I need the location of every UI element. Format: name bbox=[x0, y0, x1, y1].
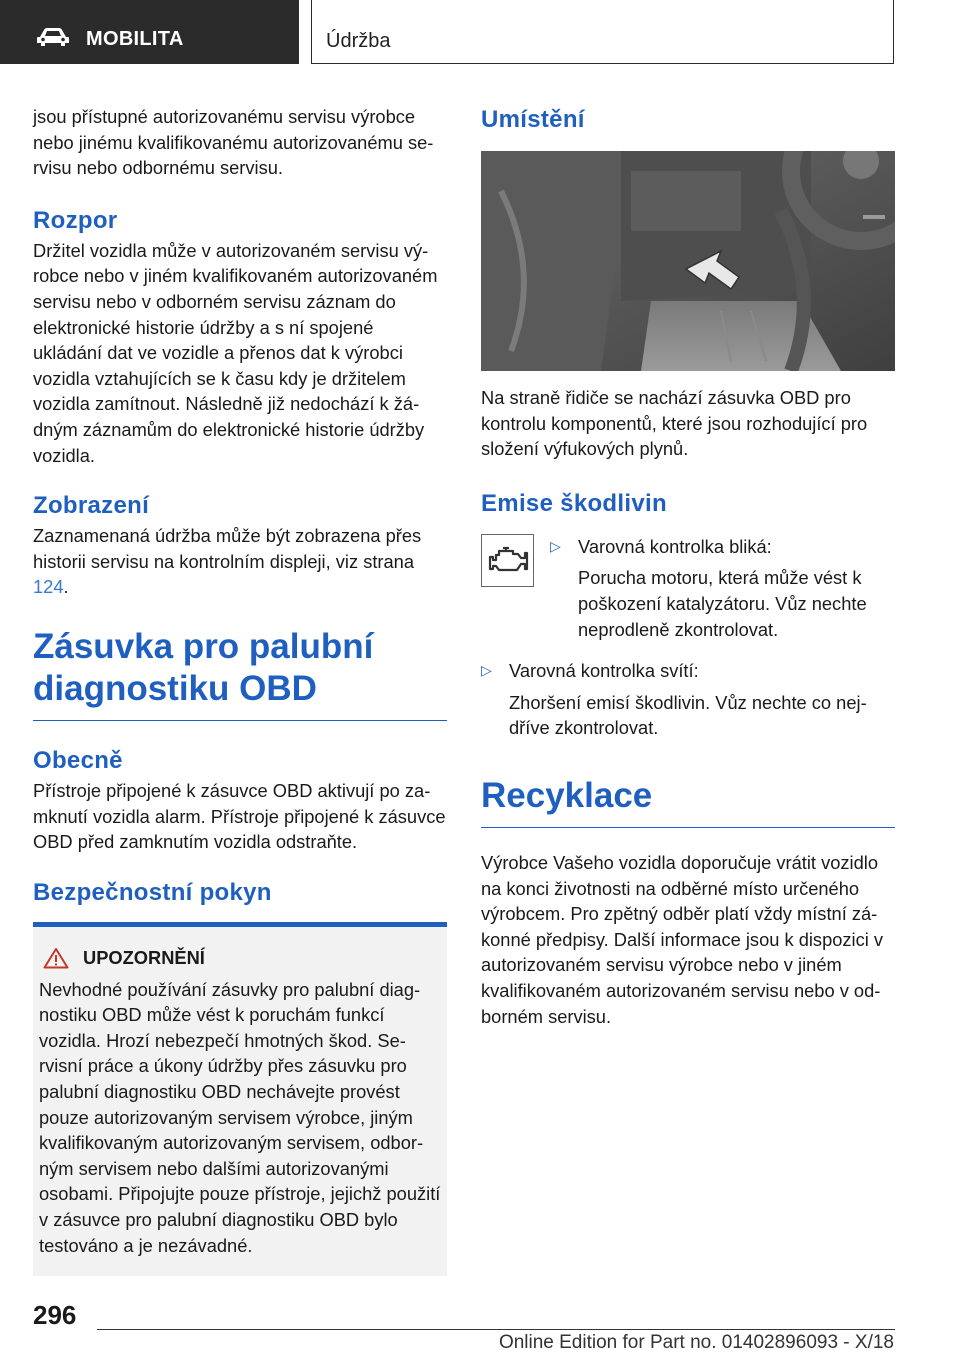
heading-zobrazeni: Zobrazení bbox=[33, 492, 150, 520]
rozpor-paragraph: Držitel vozidla může v autorizovaném servisu výrobce nebo v jiném kvalifikovaném autorizovaném servisu nebo v odborném servisu záznam do elektronické historie údržby a s ní spojené ukládání dat ve vozidle a přenos dat k výrobci vozidla vztahujících se k času kdy je držitelem vozidla zamítnout. Následně již nedochází k žádným záznamům do elektronické historie údržby vozidla. bbox=[33, 239, 438, 466]
heading-umisteni: Umístění bbox=[481, 106, 585, 133]
triangle-bullet-icon: ▷ bbox=[550, 537, 561, 554]
footer-divider bbox=[97, 1329, 895, 1330]
list-item bbox=[481, 658, 895, 741]
triangle-bullet-icon: ▷ bbox=[481, 662, 492, 679]
intro-paragraph: jsou přístupné autorizovanému servisu výrobce nebo jinému kvalifikovanému autorizovanému servisu nebo odbornému servisu. bbox=[33, 106, 434, 179]
bullet1-head: Varovná kontrolka bliká: bbox=[578, 535, 772, 557]
left-column bbox=[33, 104, 447, 1276]
chapter-title: MOBILITA bbox=[86, 28, 184, 50]
heading-bezpecnost: Bezpečnostní pokyn bbox=[33, 878, 272, 906]
warning-label: UPOZORNĚNÍ bbox=[83, 946, 205, 968]
bullet2-head: Varovná kontrolka svítí: bbox=[509, 660, 699, 682]
heading-rozpor: Rozpor bbox=[33, 206, 118, 234]
bullet1-body: Porucha motoru, která může vést k poškození katalyzátoru. Vůz nechte neprodleně zkontrolovat. bbox=[578, 567, 867, 640]
warning-box bbox=[33, 922, 447, 1277]
heading-emise: Emise škodlivin bbox=[481, 489, 667, 517]
engine-indicator-box bbox=[481, 534, 534, 587]
warning-header bbox=[39, 947, 441, 969]
heading-obd: Zásuvka pro palubní diagnostiku OBD bbox=[33, 626, 374, 708]
page-number: 296 bbox=[33, 1300, 77, 1330]
obd-location-photo bbox=[481, 151, 895, 371]
warning-triangle-icon bbox=[43, 947, 69, 969]
check-engine-icon bbox=[487, 545, 529, 575]
recyklace-divider bbox=[481, 827, 895, 828]
bullet2-body: Zhoršení emisí škodlivin. Vůz nechte co nejdříve zkontrolovat. bbox=[509, 691, 867, 739]
section-title: Údržba bbox=[326, 30, 391, 52]
list-item bbox=[550, 534, 895, 642]
chapter-tab bbox=[0, 0, 299, 64]
page-link[interactable]: 124 bbox=[33, 576, 64, 598]
umisteni-paragraph: Na straně řidiče se nachází zásuvka OBD pro kontrolu komponentů, které jsou rozhodující pro složení výfukových plynů. bbox=[481, 387, 868, 460]
obecne-paragraph: Přístroje připojené k zásuvce OBD aktivují po zamknutí vozidla alarm. Přístroje připojené k zásuvce OBD před zamknutím vozidla odstraňte. bbox=[33, 779, 446, 853]
obd-divider bbox=[33, 720, 447, 721]
heading-recyklace: Recyklace bbox=[481, 775, 653, 815]
bullet-list-1 bbox=[550, 534, 895, 642]
car-icon bbox=[36, 27, 70, 47]
right-column bbox=[481, 104, 895, 1029]
recyklace-paragraph: Výrobce Vašeho vozidla doporučuje vrátit vozidlo na konci životnosti na odběrné místo určeného výrobcem. Pro zpětný odběr platí vždy místní zákonné předpisy. Další informace jsou k dispozici v autorizovaném servisu výrobce nebo v jiném kvalifikovaném autorizovaném servisu nebo v odborném servisu. bbox=[481, 851, 884, 1027]
warning-text: Nevhodné používání zásuvky pro palubní diagnostiku OBD může vést k poruchám funkcí vozidla. Hrozí nebezpečí hmotných škod. Servisní práce a úkony údržby přes zásuvku pro palubní diagnostiku OBD nechávejte provést pouze autorizovaným servisem výrobce, jiným kvalifikovaným autorizovaným servisem, odborným servisem nebo dalšími autorizovanými osobami. Připojujte pouze přístroje, jejichž použití v zásuvce pro palubní diagnostiku OBD bylo testováno a je nezávadné. bbox=[39, 978, 441, 1256]
zobrazeni-text: Zaznamenaná údržba může být zobrazena přes historii servisu na kontrolním displeji, viz strana bbox=[33, 525, 422, 572]
edition-footer: Online Edition for Part no. 01402896093 - X/18 bbox=[498, 1332, 894, 1353]
section-header bbox=[311, 0, 894, 64]
heading-obecne: Obecně bbox=[33, 746, 123, 774]
zobrazeni-end: . bbox=[63, 576, 69, 598]
zobrazeni-paragraph bbox=[33, 523, 447, 600]
emise-block bbox=[481, 534, 895, 642]
